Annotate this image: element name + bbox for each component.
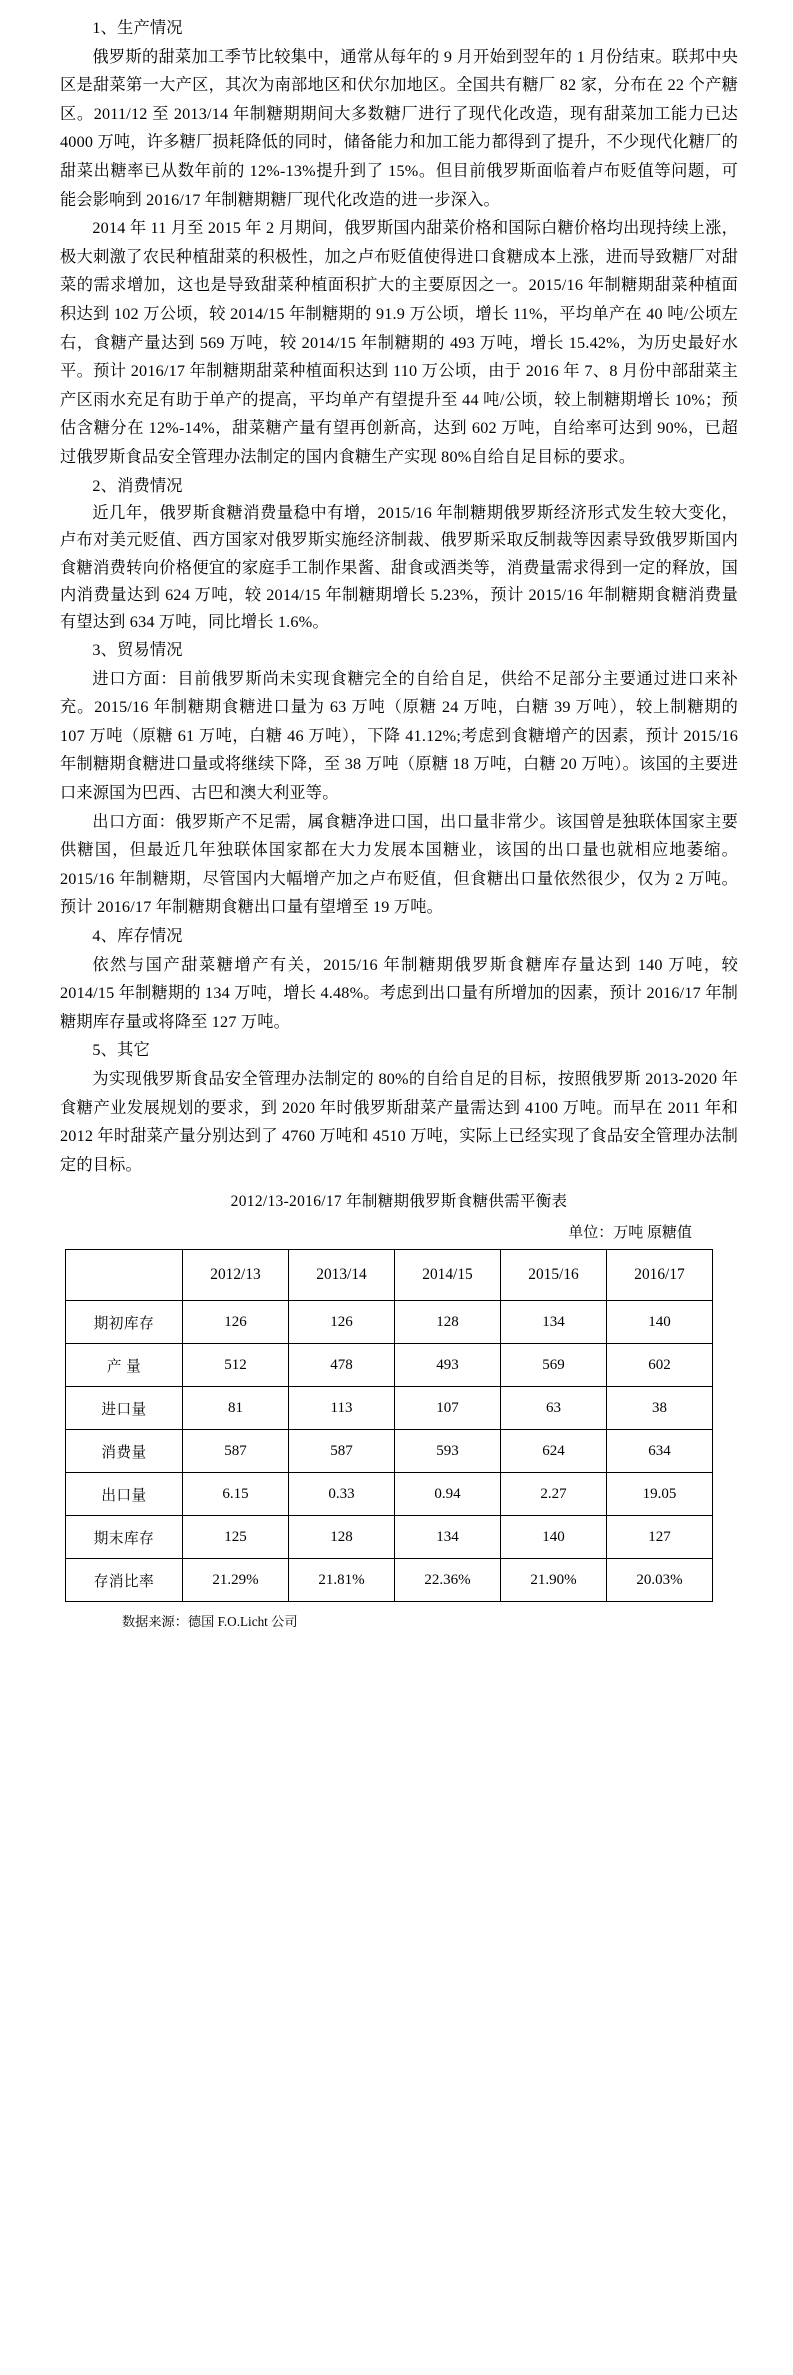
table-row [66, 1430, 713, 1473]
table-title: 2012/13-2016/17 年制糖期俄罗斯食糖供需平衡表 [230, 1193, 568, 1211]
paragraph-trade-import: 进口方面：目前俄罗斯尚未实现食糖完全的自给自足，供给不足部分主要通过进口来补充。2015/16 年制糖期食糖进口量为 63 万吨（原糖 24 万吨，白糖 39 万吨），较上制糖期的 107 万吨（原糖 61 万吨，白糖 46 万吨），下降 41.12%;考虑到食糖增产的因素，预计 2015/16 年制糖期食糖进口量或将继续下降，至 38 万吨（原糖 18 万吨，白糖 20 万吨）。该国的主要进口来源国为巴西、古巴和澳大利亚等。 [60, 669, 738, 803]
supply-demand-table [65, 1249, 713, 1602]
table-row [66, 1559, 713, 1602]
cell-production-2013-14: 478 [289, 1344, 395, 1387]
paragraph-production-2: 2014 年 11 月至 2015 年 2 月期间，俄罗斯国内甜菜价格和国际白糖价格均出现持续上涨，极大刺激了农民种植甜菜的积极性，加之卢布贬值使得进口食糖成本上涨，进而导致糖厂对甜菜的需求增加，这也是导致甜菜种植面积扩大的主要原因之一。2015/16 年制糖期甜菜种植面积达到 102 万公顷，较 2014/15 年制糖期的 91.9 万公顷，增长 11%，平均单产在 40 吨/公顷左右，食糖产量达到 569 万吨，较 2014/15 年制糖期的 493 万吨，增长 15.42%，为历史最好水平。预计 2016/17 年制糖期甜菜种植面积达到 110 万公顷，由于 2016 年 7、8 月份中部甜菜主产区雨水充足有助于单产的提高，平均单产有望提升至 44 吨/公顷，较上制糖期增长 10%；预估含糖分在 12%-14%，甜菜糖产量有望再创新高，达到 602 万吨，自给率可达到 90%，已超过俄罗斯食品安全管理办法制定的国内食糖生产实现 80%自给自足目标的要求。 [60, 219, 738, 466]
paragraph-inventory-1: 依然与国产甜菜糖增产有关，2015/16 年制糖期俄罗斯食糖库存量达到 140 万吨，较 2014/15 年制糖期的 134 万吨，增长 4.48%。考虑到出口量有所增加的因素，预计 2016/17 年制糖期库存量或将降至 127 万吨。 [60, 955, 738, 1031]
cell-consumption-2015-16: 624 [501, 1430, 607, 1473]
cell-ending-stock-2015-16: 140 [501, 1516, 607, 1559]
cell-ending-stock-2014-15: 134 [395, 1516, 501, 1559]
cell-consumption-2013-14: 587 [289, 1430, 395, 1473]
section-heading-other: 5、其它 [92, 1041, 150, 1060]
table-col-header-2014-15: 2014/15 [395, 1250, 501, 1301]
section-heading-inventory: 4、库存情况 [92, 927, 183, 946]
cell-stock-to-use-2013-14: 21.81% [289, 1559, 395, 1602]
row-label-ending-stock: 期末库存 [66, 1516, 183, 1559]
table-row [66, 1473, 713, 1516]
cell-production-2015-16: 569 [501, 1344, 607, 1387]
table-col-header-2016-17: 2016/17 [607, 1250, 713, 1301]
cell-consumption-2016-17: 634 [607, 1430, 713, 1473]
table-row [66, 1344, 713, 1387]
cell-imports-2013-14: 113 [289, 1387, 395, 1430]
table-col-header-2015-16: 2015/16 [501, 1250, 607, 1301]
paragraph-trade-export: 出口方面：俄罗斯产不足需，属食糖净进口国，出口量非常少。该国曾是独联体国家主要供糖国，但最近几年独联体国家都在大力发展本国糖业，该国的出口量也就相应地萎缩。2015/16 年制糖期，尽管国内大幅增产加之卢布贬值，但食糖出口量依然很少，仅为 2 万吨。预计 2016/17 年制糖期食糖出口量有望增至 19 万吨。 [60, 812, 738, 917]
paragraph-consumption-1: 近几年，俄罗斯食糖消费量稳中有增，2015/16 年制糖期俄罗斯经济形式发生较大变化，卢布对美元贬值、西方国家对俄罗斯实施经济制裁、俄罗斯采取反制裁等因素导致俄罗斯国内食糖消费转向价格便宜的家庭手工制作果酱、甜食或酒类等，消费量需求得到一定的释放，国内消费量达到 624 万吨，较 2014/15 年制糖期增长 5.23%，预计 2015/16 年制糖期食糖消费量有望达到 634 万吨，同比增长 1.6%。 [60, 504, 738, 631]
table-header-row [66, 1250, 713, 1301]
cell-exports-2015-16: 2.27 [501, 1473, 607, 1516]
table-corner-cell [66, 1250, 183, 1301]
cell-beginning-stock-2015-16: 134 [501, 1301, 607, 1344]
paragraph-production-1: 俄罗斯的甜菜加工季节比较集中，通常从每年的 9 月开始到翌年的 1 月份结束。联邦中央区是甜菜第一大产区，其次为南部地区和伏尔加地区。全国共有糖厂 82 家，分布在 22 个产糖区。2011/12 至 2013/14 年制糖期期间大多数糖厂进行了现代化改造，现有甜菜加工能力已达 4000 万吨，许多糖厂损耗降低的同时，储备能力和加工能力都得到了提升，不少现代化糖厂的甜菜出糖率已从数年前的 12%-13%提升到了 15%。但目前俄罗斯面临着卢布贬值等问题，可能会影响到 2016/17 年制糖期糖厂现代化改造的进一步深入。 [60, 47, 739, 209]
cell-production-2012-13: 512 [183, 1344, 289, 1387]
cell-ending-stock-2013-14: 128 [289, 1516, 395, 1559]
cell-imports-2014-15: 107 [395, 1387, 501, 1430]
cell-beginning-stock-2012-13: 126 [183, 1301, 289, 1344]
cell-exports-2014-15: 0.94 [395, 1473, 501, 1516]
paragraph-other-1: 为实现俄罗斯食品安全管理办法制定的 80%的自给自足的目标，按照俄罗斯 2013-2020 年食糖产业发展规划的要求，到 2020 年时俄罗斯甜菜产量需达到 4100 万吨。而早在 2011 年和 2012 年时甜菜产量分别达到了 4760 万吨和 4510 万吨，实际上已经实现了食品安全管理办法制定的目标。 [60, 1070, 738, 1174]
table-row [66, 1301, 713, 1344]
row-label-consumption: 消费量 [66, 1430, 183, 1473]
table-col-header-2012-13: 2012/13 [183, 1250, 289, 1301]
cell-stock-to-use-2015-16: 21.90% [501, 1559, 607, 1602]
cell-imports-2015-16: 63 [501, 1387, 607, 1430]
cell-stock-to-use-2016-17: 20.03% [607, 1559, 713, 1602]
cell-consumption-2014-15: 593 [395, 1430, 501, 1473]
table-unit-note: 单位：万吨 原糖值 [568, 1225, 692, 1242]
cell-imports-2016-17: 38 [607, 1387, 713, 1430]
cell-exports-2013-14: 0.33 [289, 1473, 395, 1516]
section-heading-consumption: 2、消费情况 [92, 476, 183, 495]
row-label-stock-to-use: 存消比率 [66, 1559, 183, 1602]
cell-ending-stock-2016-17: 127 [607, 1516, 713, 1559]
cell-ending-stock-2012-13: 125 [183, 1516, 289, 1559]
cell-stock-to-use-2012-13: 21.29% [183, 1559, 289, 1602]
row-label-beginning-stock: 期初库存 [66, 1301, 183, 1344]
cell-exports-2012-13: 6.15 [183, 1473, 289, 1516]
cell-beginning-stock-2014-15: 128 [395, 1301, 501, 1344]
cell-beginning-stock-2016-17: 140 [607, 1301, 713, 1344]
table-col-header-2013-14: 2013/14 [289, 1250, 395, 1301]
cell-production-2014-15: 493 [395, 1344, 501, 1387]
cell-stock-to-use-2014-15: 22.36% [395, 1559, 501, 1602]
table-row [66, 1516, 713, 1559]
cell-consumption-2012-13: 587 [183, 1430, 289, 1473]
row-label-production: 产 量 [66, 1344, 183, 1387]
section-heading-trade: 3、贸易情况 [92, 641, 183, 660]
cell-beginning-stock-2013-14: 126 [289, 1301, 395, 1344]
table-row [66, 1387, 713, 1430]
section-heading-production: 1、生产情况 [92, 19, 183, 37]
cell-imports-2012-13: 81 [183, 1387, 289, 1430]
cell-exports-2016-17: 19.05 [607, 1473, 713, 1516]
cell-production-2016-17: 602 [607, 1344, 713, 1387]
row-label-exports: 出口量 [66, 1473, 183, 1516]
table-source-note: 数据来源：德国 F.O.Licht 公司 [122, 1614, 298, 1630]
row-label-imports: 进口量 [66, 1387, 183, 1430]
